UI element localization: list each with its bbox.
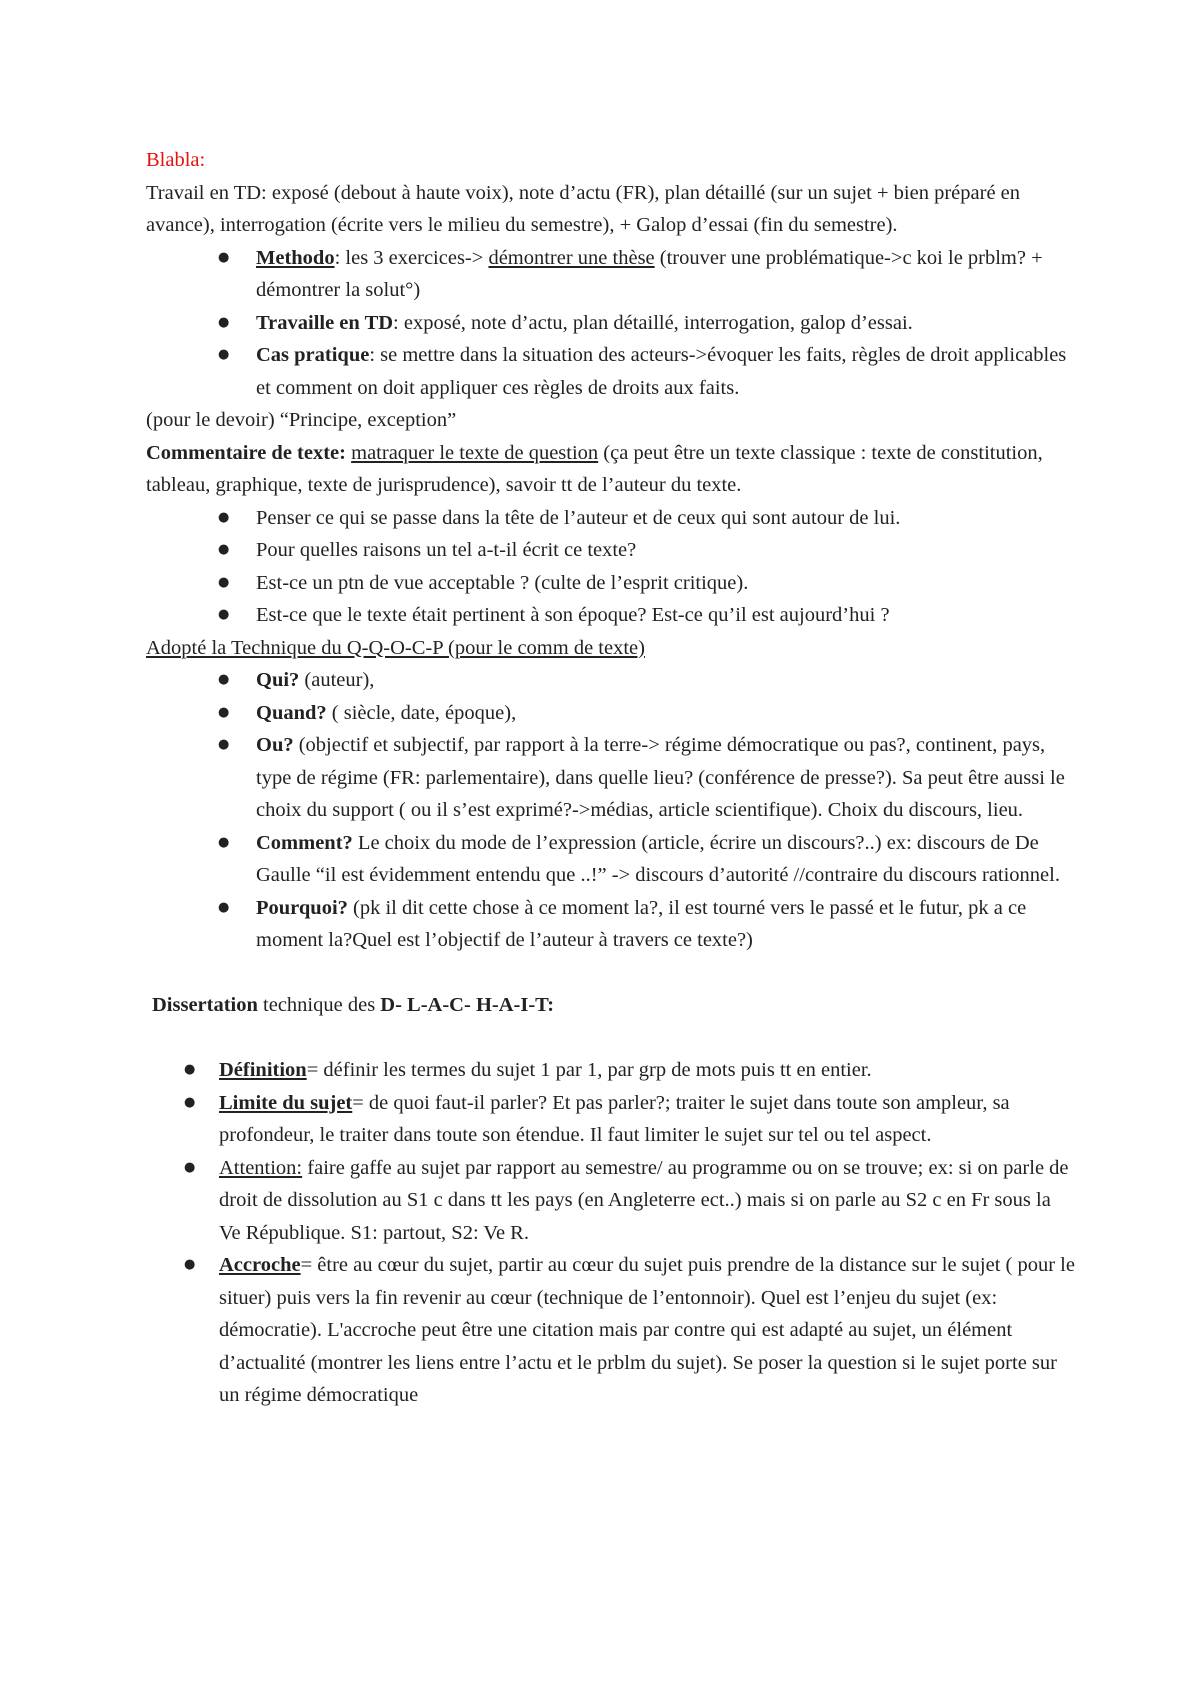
item-text: (pk il dit cette chose à ce moment la?, il est tourné vers le passé et le futur, pk a ce moment la?Quel est l’objectif de l’auteur à travers ce texte?) xyxy=(256,896,1027,951)
item-text: = être au cœur du sujet, partir au cœur du sujet puis prendre de la distance sur le sujet ( pour le situer) puis vers la fin revenir au cœur (technique de l’entonnoir). Quel est l’enjeu du sujet (ex: démocratie). L'accroche peut être une citation mais par contre qui est adapté au sujet, un élément d’actualité (montrer les liens entre l’actu et le prblm du sujet). Se poser la question si le sujet porte sur un régime démocratique xyxy=(219,1254,1075,1406)
item-text: : les 3 exercices-> xyxy=(334,246,489,269)
item-text: (auteur), xyxy=(299,669,375,691)
term-methodo: Methodo xyxy=(256,246,335,269)
term-ou: Ou? xyxy=(256,734,294,756)
list-item-methodo xyxy=(146,242,1076,307)
section-title-blabla: Blabla: xyxy=(146,149,206,171)
list-item: ● Est-ce un ptn de vue acceptable ? (culte de l’esprit critique). xyxy=(146,567,1076,600)
item-text: (objectif et subjectif, par rapport à la terre-> régime démocratique ou pas?, continent, pays, type de régime (FR: parlementaire), dans quelle lieu? (conférence de presse?). Sa peut être aussi le choix du support ( ou il s’est exprimé?->médias, article scientifique). Choix du discours, lieu. xyxy=(256,734,1065,821)
dlachait-acronym: D- L-A-C- H-A-I-T: xyxy=(380,994,555,1016)
dissertation-heading xyxy=(146,989,1076,1022)
list-item-accroche xyxy=(146,1249,1076,1412)
list-item-comment xyxy=(146,827,1076,892)
intro-paragraph: Travail en TD: exposé (debout à haute voix), note d’actu (FR), plan détaillé (sur un sujet + bien préparé en avance), interrogation (écrite vers le milieu du semestre), + Galop d’essai (fin du semestre). xyxy=(146,181,1021,236)
blank-line xyxy=(146,1022,1076,1055)
item-text: = définir les termes du sujet 1 par 1, par grp de mots puis tt en entier. xyxy=(306,1059,872,1081)
devoir-note: (pour le devoir) “Principe, exception” xyxy=(146,409,457,431)
term-qui: Qui? xyxy=(256,669,300,691)
item-text: = de quoi faut-il parler? Et pas parler?; traiter le sujet dans toute son ampleur, sa profondeur, le traiter dans toute son étendue. Il faut limiter le sujet sur tel ou tel aspect. xyxy=(219,1091,1010,1146)
term-quand: Quand? xyxy=(256,701,327,724)
list-item-definition xyxy=(146,1054,1076,1087)
underlined-phrase: matraquer le texte de question xyxy=(351,441,599,464)
term-pourquoi: Pourquoi? xyxy=(256,896,348,919)
list-item-pourquoi xyxy=(146,892,1076,957)
item-text: : exposé, note d’actu, plan détaillé, interrogation, galop d’essai. xyxy=(393,311,913,334)
list-item-ou xyxy=(146,729,1076,827)
underlined-phrase: démontrer une thèse xyxy=(488,246,655,269)
term-dissertation: Dissertation xyxy=(152,994,258,1016)
list-item: ● Pour quelles raisons un tel a-t-il écrit ce texte? xyxy=(146,534,1076,567)
item-text: ( siècle, date, époque), xyxy=(326,701,517,724)
item-text: (trouver une problématique->c koi le prblm? + démontrer la solut°) xyxy=(256,246,1043,301)
list-item-travaille-en-td xyxy=(146,307,1076,340)
intro-bullet-list xyxy=(146,242,1076,405)
qqocp-heading: Adopté la Technique du Q-Q-O-C-P (pour le comm de texte) xyxy=(146,636,645,659)
commentaire-bullet-list xyxy=(146,502,1076,632)
list-item-cas-pratique xyxy=(146,339,1076,404)
item-text: technique des xyxy=(257,994,381,1016)
term-limite-du-sujet: Limite du sujet xyxy=(219,1091,353,1114)
item-text: faire gaffe au sujet par rapport au semestre/ au programme ou on se trouve; ex: si on parle de droit de dissolution au S1 c dans tt les pays (en Angleterre ect..) mais si on parle au S2 c en Fr sous la Ve République. S1: partout, S2: Ve R. xyxy=(219,1156,1069,1244)
item-text: : se mettre dans la situation des acteurs->évoquer les faits, règles de droit applicables et comment on doit appliquer ces règles de droits aux faits. xyxy=(256,344,1067,399)
term-accroche: Accroche xyxy=(219,1254,301,1276)
item-text: Le choix du mode de l’expression (article, écrire un discours?..) ex: discours de De Gaulle “il est évidemment entendu que ..!” -> discours d’autorité //contraire du discours rationnel. xyxy=(256,831,1060,886)
commentaire-paragraph xyxy=(146,437,1076,502)
list-item-quand xyxy=(146,697,1076,730)
term-travaille-en-td: Travaille en TD xyxy=(256,311,394,334)
list-item-attention xyxy=(146,1152,1076,1250)
term-definition: Définition xyxy=(219,1059,307,1081)
term-attention: Attention: xyxy=(219,1156,303,1179)
item-text: (ça peut être un texte classique : texte de constitution, tableau, graphique, texte de jurisprudence), savoir tt de l’auteur du texte. xyxy=(146,441,1043,496)
term-cas-pratique: Cas pratique xyxy=(256,344,370,366)
term-commentaire: Commentaire de texte: xyxy=(146,441,346,464)
dissertation-bullet-list xyxy=(146,1054,1076,1412)
list-item: ● Penser ce qui se passe dans la tête de l’auteur et de ceux qui sont autour de lui. xyxy=(146,502,1076,535)
document-page xyxy=(146,144,1076,1412)
list-item: ● Est-ce que le texte était pertinent à son époque? Est-ce qu’il est aujourd’hui ? xyxy=(146,599,1076,632)
list-item-limite-du-sujet xyxy=(146,1087,1076,1152)
qqocp-bullet-list xyxy=(146,664,1076,957)
term-comment: Comment? xyxy=(256,831,353,854)
list-item-qui xyxy=(146,664,1076,697)
blank-line xyxy=(146,957,1076,990)
